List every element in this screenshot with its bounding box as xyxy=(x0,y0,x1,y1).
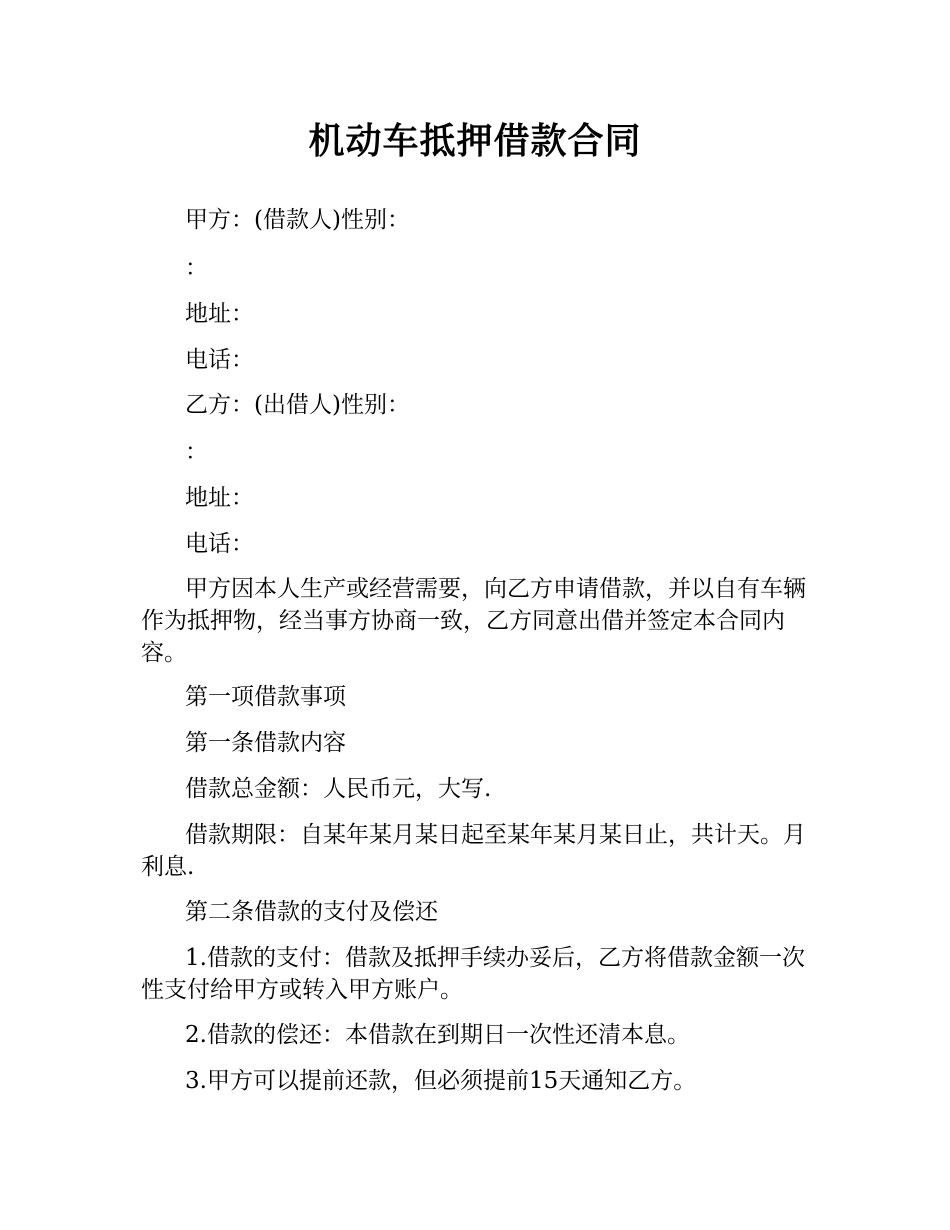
article-heading-1: 第一条借款内容 xyxy=(185,730,346,756)
article-heading-2: 第二条借款的支付及偿还 xyxy=(185,899,438,925)
party-b-blank-line: ： xyxy=(185,439,208,465)
loan-amount-line: 借款总金额：人民币元，大写. xyxy=(185,776,492,802)
clause-repayment: 2.借款的偿还：本借款在到期日一次性还清本息。 xyxy=(185,1022,690,1048)
section-heading-1: 第一项借款事项 xyxy=(185,684,346,710)
clause-payment: 1.借款的支付：借款及抵押手续办妥后，乙方将借款金额一次性支付给甲方或转入甲方账户。 xyxy=(141,945,805,1003)
party-b-gender-line: 乙方：(出借人)性别： xyxy=(185,392,410,418)
document-title: 机动车抵押借款合同 xyxy=(308,121,642,162)
party-b-phone-line: 电话： xyxy=(185,531,254,557)
party-b-address-line: 地址： xyxy=(185,485,254,511)
party-a-blank-line: ： xyxy=(185,255,208,281)
party-a-phone-line: 电话： xyxy=(185,347,254,373)
clause-early-repayment: 3.甲方可以提前还款，但必须提前15天通知乙方。 xyxy=(185,1068,697,1094)
loan-term-line: 借款期限：自某年某月某日起至某年某月某日止，共计天。月利息. xyxy=(141,822,806,880)
party-a-gender-line: 甲方：(借款人)性别： xyxy=(185,207,410,233)
contract-preamble: 甲方因本人生产或经营需要，向乙方申请借款，并以自有车辆作为抵押物，经当事方协商一致，乙方同意出借并签定本合同内容。 xyxy=(141,576,806,666)
party-a-address-line: 地址： xyxy=(185,301,254,327)
